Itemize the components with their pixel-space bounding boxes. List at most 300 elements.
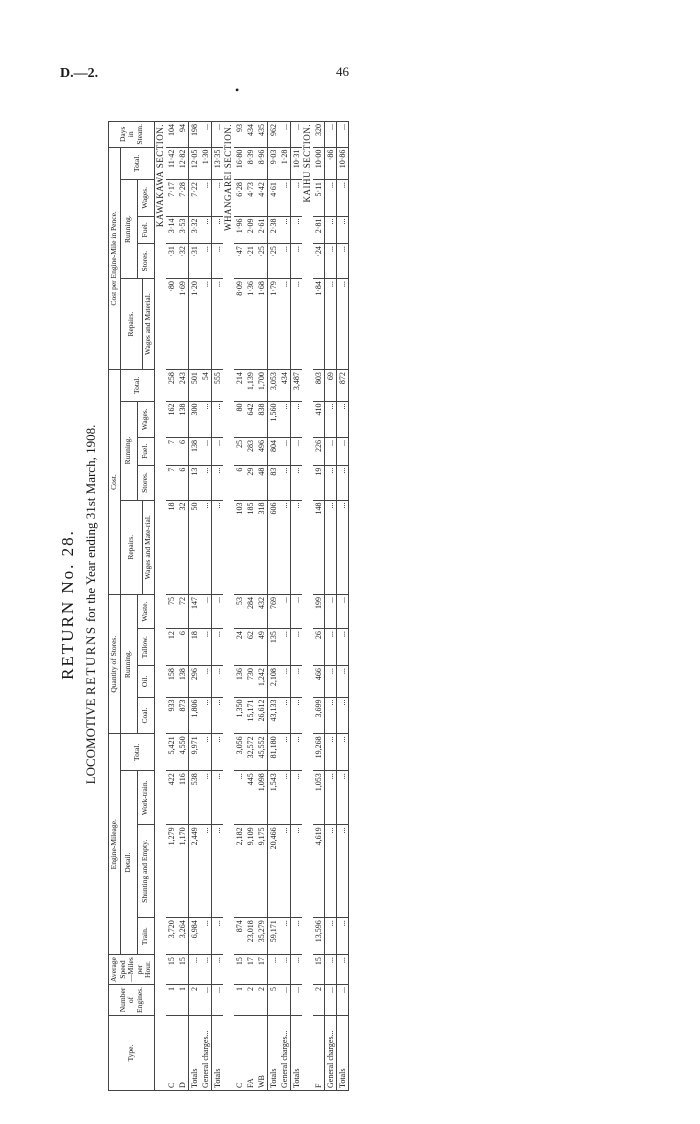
table-cell: 5·11 (313, 180, 325, 216)
table-cell: ... (324, 697, 336, 734)
table-cell: 17 (256, 955, 268, 985)
table-cell: 4·42 (256, 180, 268, 216)
table-cell: ... (279, 437, 291, 465)
table-cell: ... (324, 825, 336, 918)
table-cell: C (234, 1016, 245, 1091)
table-cell: 434 (245, 122, 256, 148)
section-heading (302, 122, 313, 1091)
table-cell: ... (324, 401, 336, 437)
table-cell: ... (336, 734, 348, 771)
table-cell: 135 (267, 629, 279, 666)
table-cell: 8·96 (256, 147, 268, 179)
table-cell: ... (324, 216, 336, 244)
table-cell: ·21 (245, 244, 256, 279)
table-row (177, 122, 189, 1091)
table-cell: 12·05 (188, 147, 200, 179)
table-cell: ... (324, 465, 336, 500)
table-cell: 26,612 (256, 697, 268, 734)
col-pm-stores: Stores. (137, 244, 154, 279)
table-cell: 45,552 (256, 734, 268, 771)
table-cell: ... (290, 500, 302, 594)
table-cell: 23,018 (245, 918, 256, 955)
table-cell: 1,560 (267, 401, 279, 437)
table-cell: 2 (313, 984, 325, 1015)
table-cell: 10·00 (313, 147, 325, 179)
col-qty-stores: Quantity of Stores. (109, 594, 121, 733)
table-cell: ... (290, 437, 302, 465)
section-title: KAWAKAWA SECTION. (154, 122, 166, 1091)
table-cell: ·31 (188, 244, 200, 279)
table-cell: 1,350 (234, 697, 245, 734)
table-cell: ... (290, 465, 302, 500)
table-cell: ... (211, 629, 223, 666)
table-cell: ·24 (313, 244, 325, 279)
table-cell: ... (211, 216, 223, 244)
table-cell: 80 (234, 401, 245, 437)
table-cell: 1·69 (177, 279, 189, 370)
table-cell: 8·09 (234, 279, 245, 370)
table-cell: 185 (245, 500, 256, 594)
table-cell: ... (324, 180, 336, 216)
general-charges-row (324, 122, 336, 1091)
table-cell: ... (324, 279, 336, 370)
rotated-return-table (50, 112, 650, 1097)
table-cell: ... (336, 401, 348, 437)
table-cell: 50 (188, 500, 200, 594)
table-cell: ... (324, 955, 336, 985)
table-cell: ... (336, 594, 348, 628)
table-cell: ... (200, 216, 212, 244)
table-cell: ... (279, 500, 291, 594)
table-cell: ... (211, 500, 223, 594)
table-cell: ... (279, 825, 291, 918)
table-cell: 147 (188, 594, 200, 628)
table-cell: 296 (188, 666, 200, 697)
table-cell: 1,170 (177, 825, 189, 918)
table-cell: 9,175 (256, 825, 268, 918)
table-cell: 93 (234, 122, 245, 148)
table-cell: 320 (313, 122, 325, 148)
table-cell: 432 (256, 594, 268, 628)
table-cell: ·25 (267, 244, 279, 279)
table-cell: 11·42 (166, 147, 177, 179)
table-cell: ... (200, 244, 212, 279)
table-cell: 1 (177, 984, 189, 1015)
table-cell: 555 (211, 370, 223, 401)
col-train: Train. (137, 918, 154, 955)
col-cost-stores: Stores. (137, 465, 154, 500)
table-cell: 6 (234, 465, 245, 500)
table-cell: 538 (188, 771, 200, 825)
table-cell: 434 (279, 370, 291, 401)
table-cell: ... (324, 437, 336, 465)
col-pm-repairs: Repairs. (120, 279, 143, 370)
table-cell: 26 (313, 629, 325, 666)
table-cell: ... (211, 437, 223, 465)
table-cell: 1,279 (166, 825, 177, 918)
table-cell: ... (279, 955, 291, 985)
table-cell: 29 (245, 465, 256, 500)
table-cell: 49 (256, 629, 268, 666)
table-cell: 103 (234, 500, 245, 594)
col-pm-wages-material: Wages and Material. (143, 279, 155, 370)
table-cell: ... (279, 594, 291, 628)
table-cell: 138 (188, 437, 200, 465)
table-cell: ... (324, 500, 336, 594)
table-cell: 1·96 (234, 216, 245, 244)
table-cell: 20,466 (267, 825, 279, 918)
table-cell: ... (211, 244, 223, 279)
table-cell: ... (290, 180, 302, 216)
table-cell: ... (279, 401, 291, 437)
table-cell: 138 (177, 401, 189, 437)
table-cell: 214 (234, 370, 245, 401)
table-cell: WB (256, 1016, 268, 1091)
table-cell: 104 (166, 122, 177, 148)
section-heading (223, 122, 234, 1091)
table-cell: 4,550 (177, 734, 189, 771)
col-shunting: Shunting and Empty. (137, 825, 154, 918)
table-cell: 1,139 (245, 370, 256, 401)
table-cell: 226 (313, 437, 325, 465)
table-cell: ... (267, 955, 279, 985)
table-cell: 8·39 (245, 147, 256, 179)
table-cell: D (177, 1016, 189, 1091)
table-cell: ... (324, 629, 336, 666)
table-cell: ... (200, 697, 212, 734)
table-cell: 873 (177, 697, 189, 734)
table-cell: 7·17 (166, 180, 177, 216)
table-cell: 162 (166, 401, 177, 437)
table-cell: 2·81 (313, 216, 325, 244)
table-cell: 3·14 (166, 216, 177, 244)
table-cell: 81,180 (267, 734, 279, 771)
table-cell: ... (336, 825, 348, 918)
table-cell: ... (279, 734, 291, 771)
table-cell: ·31 (166, 244, 177, 279)
table-cell: 158 (166, 666, 177, 697)
table-cell: 2·09 (245, 216, 256, 244)
table-cell: ... (211, 734, 223, 771)
table-cell: 4·73 (245, 180, 256, 216)
table-cell: 284 (245, 594, 256, 628)
table-cell: 410 (313, 401, 325, 437)
table-cell: 3,053 (267, 370, 279, 401)
table-cell: 2 (188, 984, 200, 1015)
table-cell: ... (336, 666, 348, 697)
table-cell: ... (336, 955, 348, 985)
table-cell: ... (279, 697, 291, 734)
general-charges-row (200, 122, 212, 1091)
table-cell: 13,596 (313, 918, 325, 955)
table-cell: 1,053 (313, 771, 325, 825)
table-cell: 7 (166, 465, 177, 500)
table-cell: ·80 (166, 279, 177, 370)
table-cell: ... (200, 918, 212, 955)
col-avg-speed: Average Speed—Miles per Hour. (109, 955, 155, 985)
table-cell: 283 (245, 437, 256, 465)
table-cell: 1·36 (245, 279, 256, 370)
table-cell: 803 (313, 370, 325, 401)
table-cell: 2·38 (267, 216, 279, 244)
table-cell: 15 (234, 955, 245, 985)
table-cell: 300 (188, 401, 200, 437)
table-cell: General charges... (324, 1016, 336, 1091)
table-cell: 6·28 (234, 180, 245, 216)
table-cell: 3,056 (234, 734, 245, 771)
col-cost-per-mile: Cost per Engine-Mile in Pence. (109, 147, 121, 370)
col-work-train: Work-train. (137, 771, 154, 825)
table-cell: ... (290, 401, 302, 437)
table-cell: ... (279, 666, 291, 697)
table-cell: ... (290, 955, 302, 985)
table-cell: 9,109 (245, 825, 256, 918)
table-cell: 62 (245, 629, 256, 666)
table-cell: 19 (313, 465, 325, 500)
col-pm-fuel: Fuel. (137, 216, 154, 244)
table-cell: 1,700 (256, 370, 268, 401)
table-cell: ... (279, 771, 291, 825)
table-cell: 6 (177, 437, 189, 465)
table-cell: 4,619 (313, 825, 325, 918)
table-cell: 15,171 (245, 697, 256, 734)
table-cell: ... (290, 594, 302, 628)
table-cell: 4·61 (267, 180, 279, 216)
return-subtitle: LOCOMOTIVE RETURNS for the Year ending 31st March, 1908. (83, 424, 98, 785)
col-days-in-steam: Days in Steam. (109, 122, 155, 148)
table-row (245, 122, 256, 1091)
table-cell: 1,806 (188, 697, 200, 734)
totals-row (188, 122, 200, 1091)
col-pm-wages: Wages. (137, 180, 154, 216)
table-body (154, 122, 348, 1091)
table-cell: 1·84 (313, 279, 325, 370)
col-cost-running: Running. (120, 401, 137, 500)
table-cell: 1 (234, 984, 245, 1015)
table-cell: ... (200, 984, 212, 1015)
table-cell: ... (336, 244, 348, 279)
table-cell: 59,171 (267, 918, 279, 955)
table-cell: ... (211, 697, 223, 734)
table-cell: 48 (256, 465, 268, 500)
table-cell: ... (336, 984, 348, 1015)
table-cell: ... (290, 279, 302, 370)
table-cell: 2 (256, 984, 268, 1015)
table-cell: 24 (234, 629, 245, 666)
table-cell: ... (200, 594, 212, 628)
table-cell: 15 (313, 955, 325, 985)
table-cell: 53 (234, 594, 245, 628)
table-cell: ... (211, 918, 223, 955)
final-totals-row (336, 122, 348, 1091)
table-cell: 445 (245, 771, 256, 825)
table-cell: 3,720 (166, 918, 177, 955)
col-num-engines: Number of Engines. (109, 984, 155, 1015)
table-cell: ... (324, 771, 336, 825)
table-cell: 198 (188, 122, 200, 148)
table-cell: 1,242 (256, 666, 268, 697)
table-cell: ... (234, 771, 245, 825)
table-cell: 148 (313, 500, 325, 594)
page-number: 46 (336, 64, 349, 79)
final-totals-row (211, 122, 223, 1091)
table-cell: Totals (267, 1016, 279, 1091)
table-cell: ... (324, 122, 336, 148)
table-cell: ... (279, 279, 291, 370)
table-cell: 258 (166, 370, 177, 401)
table-cell: ... (200, 955, 212, 985)
totals-row (267, 122, 279, 1091)
table-cell: ... (211, 825, 223, 918)
col-type: Type. (109, 1016, 155, 1091)
table-cell: 3·32 (188, 216, 200, 244)
table-cell: ... (211, 180, 223, 216)
table-cell: ... (200, 122, 212, 148)
locomotive-returns-table (108, 121, 349, 1091)
table-cell: 3,699 (313, 697, 325, 734)
table-cell: FA (245, 1016, 256, 1091)
table-cell: ·25 (256, 244, 268, 279)
table-cell: ... (290, 216, 302, 244)
table-cell: ... (336, 697, 348, 734)
table-cell: 1 (166, 984, 177, 1015)
table-cell: ... (279, 918, 291, 955)
table-cell: ... (200, 734, 212, 771)
table-cell: Totals (290, 1016, 302, 1091)
table-cell: 10·31 (290, 147, 302, 179)
table-cell: ... (211, 465, 223, 500)
table-cell: ... (336, 279, 348, 370)
table-cell: ... (200, 500, 212, 594)
table-cell: Totals (211, 1016, 223, 1091)
col-mileage-total: Total. (120, 734, 154, 771)
table-cell: 1·20 (188, 279, 200, 370)
table-cell: 32 (177, 500, 189, 594)
table-cell: ... (200, 401, 212, 437)
table-cell: ... (200, 279, 212, 370)
table-cell: 804 (267, 437, 279, 465)
table-cell: 136 (234, 666, 245, 697)
table-cell: ... (211, 955, 223, 985)
table-cell: 435 (256, 122, 268, 148)
document-reference: D.—2. (60, 66, 99, 81)
table-cell: ... (336, 465, 348, 500)
table-cell: 10·86 (336, 147, 348, 179)
col-tallow: Tallow. (137, 629, 154, 666)
table-cell: ... (211, 771, 223, 825)
table-cell: ... (200, 629, 212, 666)
col-engine-mileage: Engine-Mileage. (109, 734, 121, 955)
table-cell: 6,984 (188, 918, 200, 955)
table-cell: 874 (234, 918, 245, 955)
table-cell: 16·80 (234, 147, 245, 179)
table-cell: ... (324, 594, 336, 628)
table-cell: ... (324, 734, 336, 771)
table-cell: 318 (256, 500, 268, 594)
table-cell: 199 (313, 594, 325, 628)
table-row (234, 122, 245, 1091)
table-cell: 9·03 (267, 147, 279, 179)
table-row (313, 122, 325, 1091)
table-cell: 6 (177, 465, 189, 500)
table-cell: ... (336, 122, 348, 148)
table-cell: ... (211, 984, 223, 1015)
table-cell: ... (279, 122, 291, 148)
table-cell: 933 (166, 697, 177, 734)
table-cell: 1·28 (279, 147, 291, 179)
table-cell: ... (336, 500, 348, 594)
table-cell: 3,487 (290, 370, 302, 401)
table-cell: 5 (267, 984, 279, 1015)
general-charges-row (279, 122, 291, 1091)
table-cell: 75 (166, 594, 177, 628)
table-cell: 18 (188, 629, 200, 666)
col-cost: Cost. (109, 370, 121, 595)
col-detail: Detail. (120, 771, 137, 955)
table-cell: ... (324, 244, 336, 279)
table-cell: 1,098 (256, 771, 268, 825)
table-cell: 3,264 (177, 918, 189, 955)
return-title: RETURN No. 28. (58, 529, 77, 680)
table-cell: ... (211, 279, 223, 370)
table-cell: 116 (177, 771, 189, 825)
table-cell: 138 (177, 666, 189, 697)
section-heading (154, 122, 166, 1091)
table-cell: ... (200, 666, 212, 697)
table-cell: 7·22 (188, 180, 200, 216)
table-cell: 17 (245, 955, 256, 985)
table-row (166, 122, 177, 1091)
col-cost-repairs: Repairs. (120, 500, 143, 594)
table-cell: ... (279, 216, 291, 244)
table-cell: ... (200, 180, 212, 216)
table-cell: ... (200, 437, 212, 465)
table-cell: 19,268 (313, 734, 325, 771)
table-cell: 1·68 (256, 279, 268, 370)
table-cell: 15 (166, 955, 177, 985)
table-cell: ... (336, 771, 348, 825)
table-cell: ... (279, 629, 291, 666)
table-cell: Totals (336, 1016, 348, 1091)
table-cell: ... (290, 122, 302, 148)
table-cell: ... (290, 629, 302, 666)
col-coal: Coal. (137, 697, 154, 734)
table-cell: ... (200, 465, 212, 500)
table-cell: 12·82 (177, 147, 189, 179)
table-cell: ... (279, 465, 291, 500)
table-cell: ... (290, 734, 302, 771)
table-cell: 2·61 (256, 216, 268, 244)
table-cell: ... (336, 629, 348, 666)
table-cell: ... (336, 216, 348, 244)
table-cell: 6 (177, 629, 189, 666)
table-cell: ... (324, 984, 336, 1015)
table-cell: ... (336, 180, 348, 216)
table-cell: F (313, 1016, 325, 1091)
table-cell: ... (200, 771, 212, 825)
table-cell: 2,449 (188, 825, 200, 918)
table-cell: ... (290, 697, 302, 734)
table-cell: ... (290, 771, 302, 825)
table-cell: 466 (313, 666, 325, 697)
section-title: WHANGAREI SECTION. (223, 122, 234, 1091)
table-cell: ... (279, 244, 291, 279)
table-cell: ... (336, 918, 348, 955)
table-cell: ... (211, 401, 223, 437)
final-totals-row (290, 122, 302, 1091)
table-cell: ... (211, 666, 223, 697)
table-cell: 12 (166, 629, 177, 666)
